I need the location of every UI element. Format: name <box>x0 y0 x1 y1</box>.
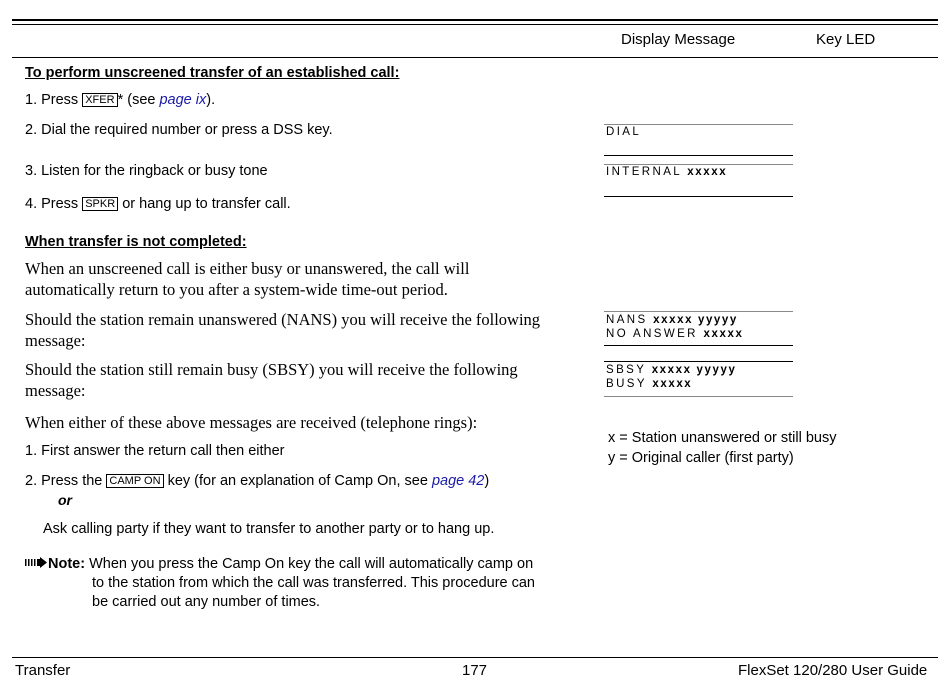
return-step-2-camp-on <box>25 473 489 489</box>
para-3-line-2: message: <box>25 381 86 400</box>
step-1-suffix: ). <box>206 92 216 108</box>
note-arrow-icon <box>25 556 47 572</box>
display-internal-label: INTERNAL <box>606 166 682 178</box>
display-dial: DIAL <box>606 126 642 138</box>
return-step-1: 1. First answer the return call then either <box>25 443 285 459</box>
ask-calling-party: Ask calling party if they want to transfer to another party or to hang up. <box>43 521 495 537</box>
display-nans-vars: xxxxx yyyyy <box>653 314 738 326</box>
section-heading-unscreened-transfer: To perform unscreened transfer of an established call: <box>25 65 400 81</box>
para-4: When either of these above messages are received (telephone rings): <box>25 413 478 432</box>
footer-rule <box>12 657 938 658</box>
note-line-2: to the station from which the call was transferred. This procedure can <box>92 575 536 591</box>
para-2-line-1: Should the station remain unanswered (NANS) you will receive the following <box>25 310 541 329</box>
footer-guide-title: FlexSet 120/280 User Guide <box>738 662 928 679</box>
column-header-display-message: Display Message <box>621 31 736 48</box>
display-internal-vars: xxxxx <box>687 166 728 178</box>
note-block <box>25 556 533 572</box>
xfer-key: XFER <box>82 93 117 107</box>
page-ix-link[interactable]: page ix <box>159 92 207 108</box>
spkr-key: SPKR <box>82 197 118 211</box>
para-2-line-2: message: <box>25 331 86 350</box>
step-3-listen: 3. Listen for the ringback or busy tone <box>25 163 268 179</box>
note-label: Note: <box>48 556 86 572</box>
display-nans-label: NANS <box>606 314 648 326</box>
display-no-answer <box>606 328 743 340</box>
footer-section-name: Transfer <box>15 662 71 679</box>
para-3-line-1: Should the station still remain busy (SBSY) you will receive the following <box>25 360 518 379</box>
display-no-answer-label: NO ANSWER <box>606 328 698 340</box>
display-busy-vars: xxxxx <box>652 378 693 390</box>
display-internal <box>606 166 727 178</box>
footer-page-number: 177 <box>462 662 488 679</box>
para-1-line-2: automatically return to you after a system-wide time-out period. <box>25 280 448 299</box>
display-no-answer-vars: xxxxx <box>703 328 744 340</box>
note-line-1: When you press the Camp On key the call will automatically camp on <box>89 556 534 572</box>
step-2-dial: 2. Dial the required number or press a DSS key. <box>25 122 333 138</box>
display-sbsy <box>606 364 736 376</box>
page-42-link[interactable]: page 42 <box>431 473 485 489</box>
display-sbsy-label: SBSY <box>606 364 647 376</box>
display-nans <box>606 314 738 326</box>
top-rule-thin <box>12 24 938 25</box>
header-rule <box>12 57 938 58</box>
display-internal-bottom-line <box>604 196 793 197</box>
display-nans-top-line <box>604 311 793 312</box>
note-line-3: be carried out any number of times. <box>92 594 321 610</box>
step-1-press-xfer <box>25 92 215 108</box>
step-4-suffix: or hang up to transfer call. <box>118 196 291 212</box>
or-text: or <box>58 492 72 508</box>
display-sbsy-vars: xxxxx yyyyy <box>651 364 737 376</box>
display-busy <box>606 378 692 390</box>
camp-on-key: CAMP ON <box>106 474 163 488</box>
display-internal-top-line <box>604 164 793 165</box>
step-1-mid: * (see <box>117 92 160 108</box>
display-sbsy-bottom-line <box>604 396 793 397</box>
display-dial-bottom-line <box>604 155 793 156</box>
step-4-press-spkr <box>25 196 291 212</box>
return-step-2-suffix: ) <box>484 473 490 489</box>
return-step-2-prefix: 2. Press the <box>25 473 107 489</box>
return-step-2-mid: key (for an explanation of Camp On, see <box>163 473 432 489</box>
legend-x: x = Station unanswered or still busy <box>608 430 837 446</box>
display-dial-top-line <box>604 124 793 125</box>
para-1-line-1: When an unscreened call is either busy or unanswered, the call will <box>25 259 470 278</box>
display-busy-label: BUSY <box>606 378 647 390</box>
step-1-prefix: 1. Press <box>25 92 83 108</box>
display-sbsy-top-line <box>604 361 793 362</box>
display-nans-bottom-line <box>604 345 793 346</box>
top-rule-thick <box>12 19 938 21</box>
column-header-key-led: Key LED <box>816 31 876 48</box>
legend-y: y = Original caller (first party) <box>608 450 794 466</box>
section-heading-not-completed: When transfer is not completed: <box>25 234 247 250</box>
step-4-prefix: 4. Press <box>25 196 83 212</box>
